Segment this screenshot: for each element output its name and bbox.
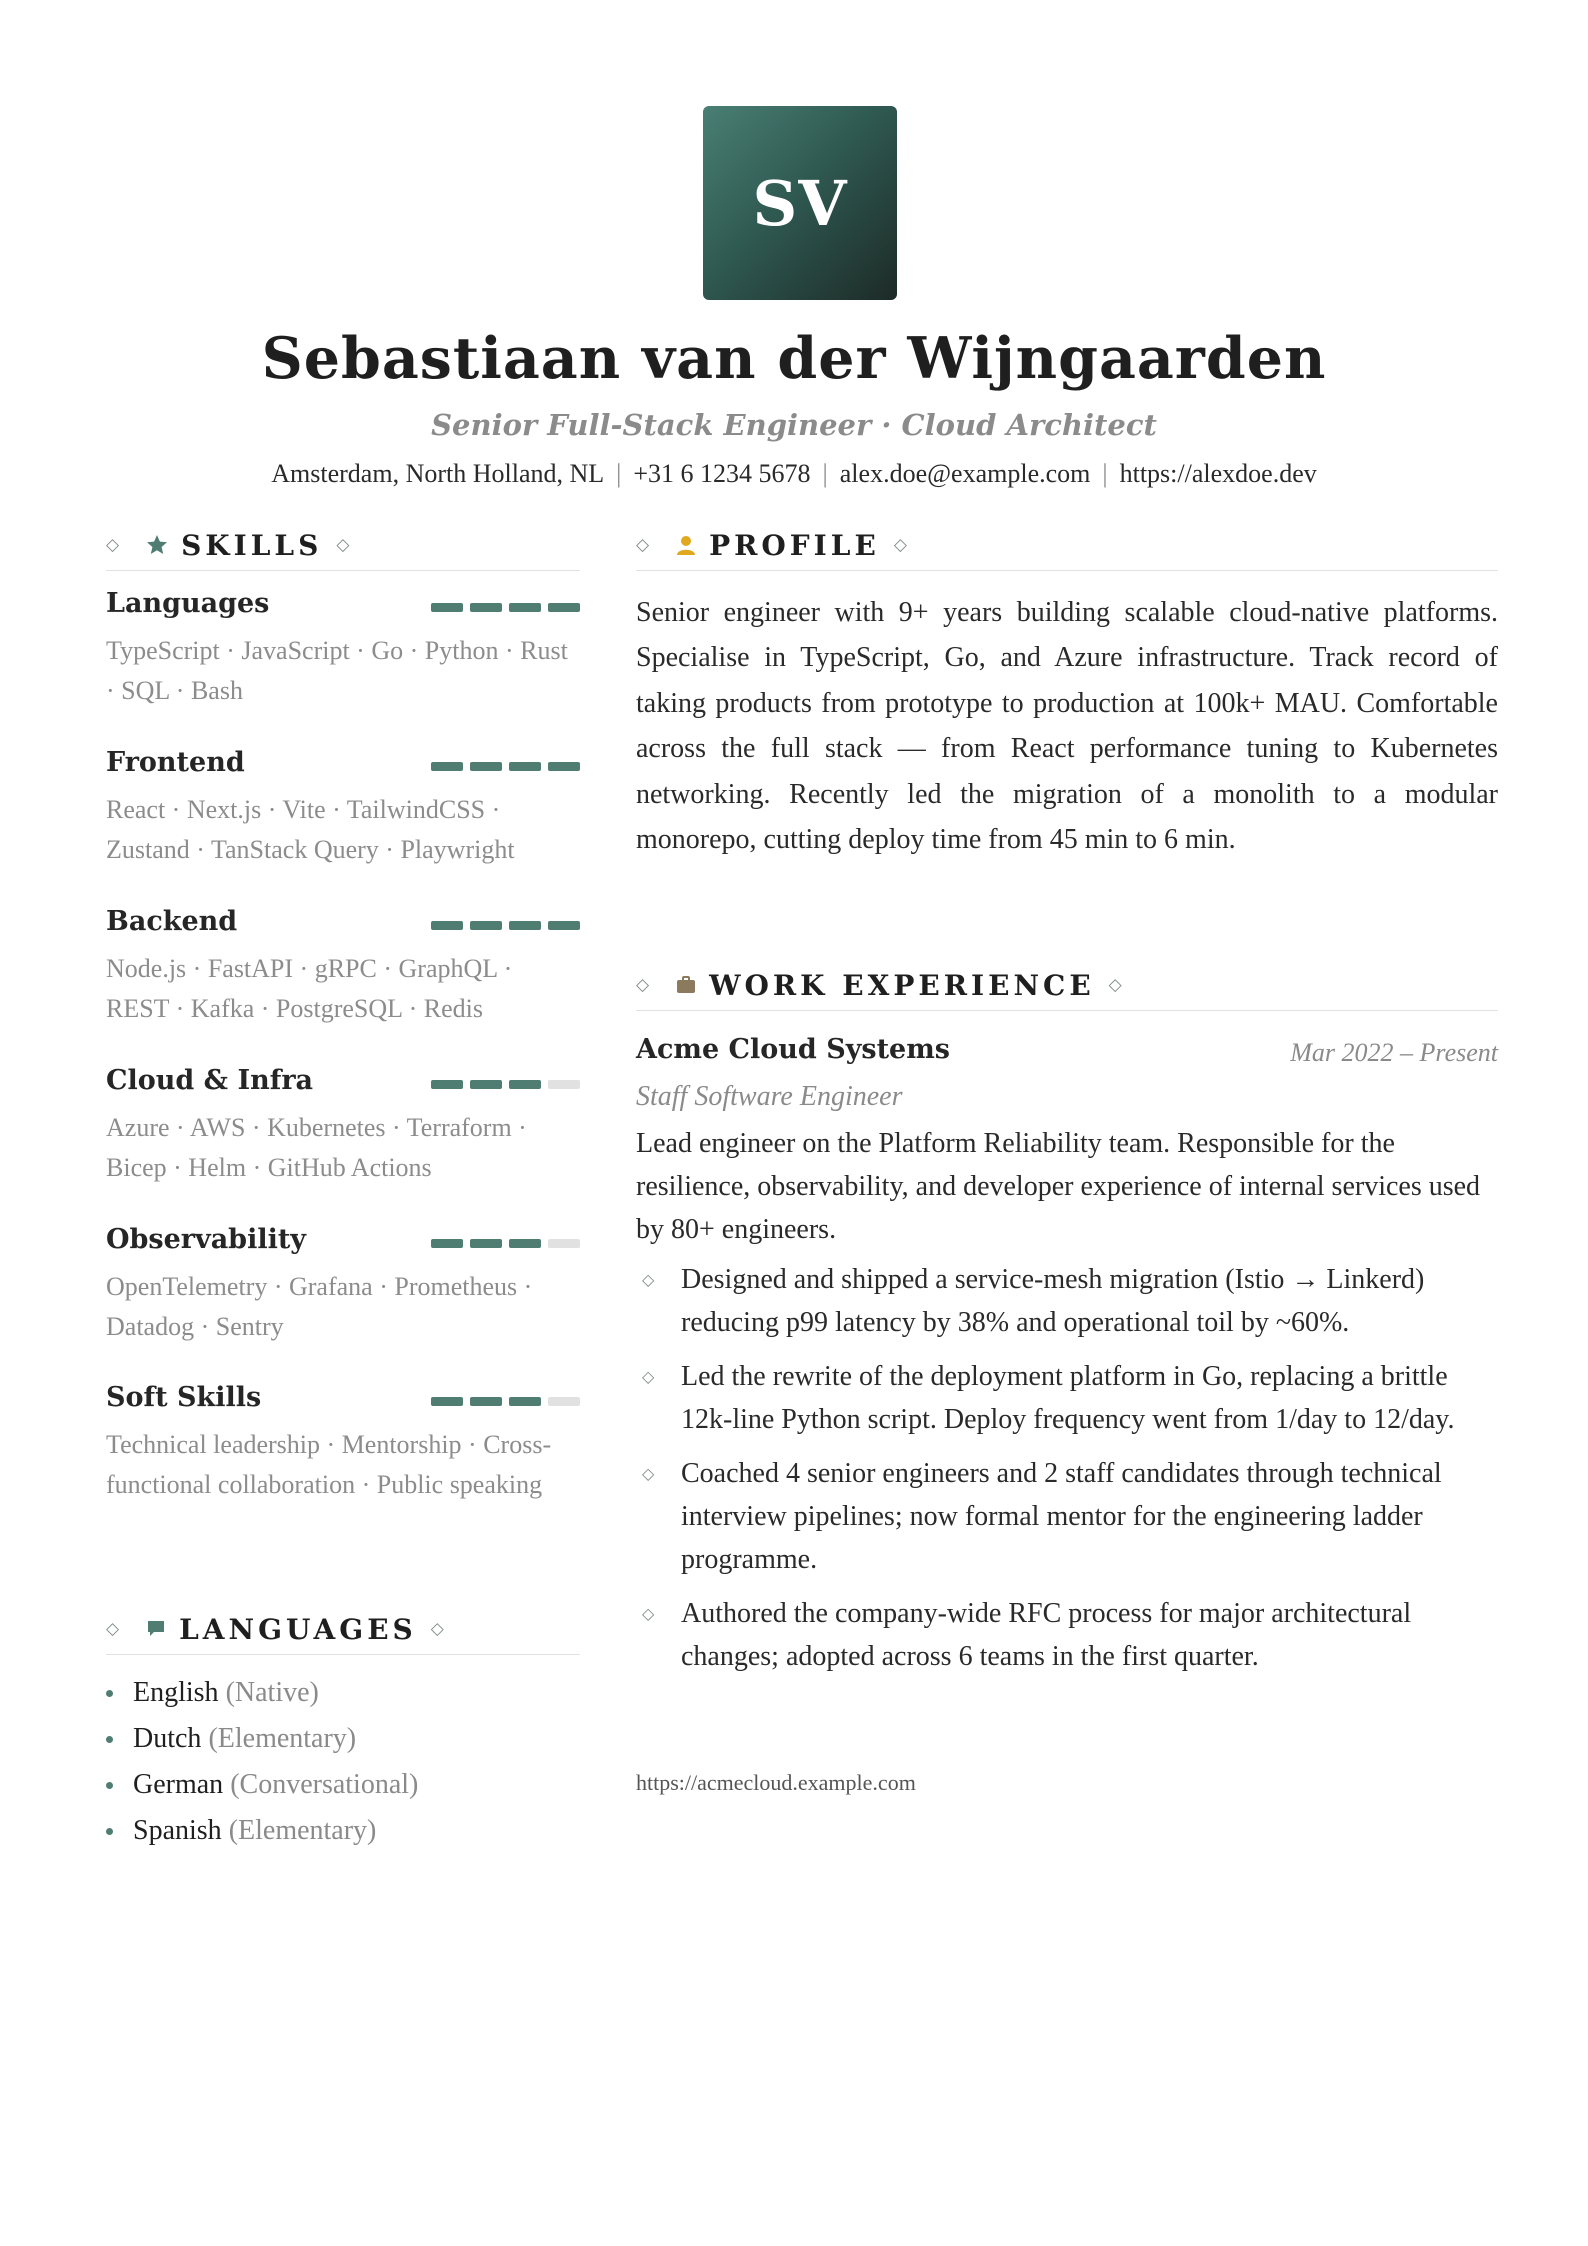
skill-level-segment <box>548 762 580 771</box>
job-achievements <box>636 1258 1498 1689</box>
skill-level-segment <box>509 1397 541 1406</box>
skill-level-segment <box>548 603 580 612</box>
languages-list <box>106 1670 418 1854</box>
skill-level-bars <box>431 762 580 771</box>
skill-level-segment <box>470 603 502 612</box>
skill-level-segment <box>470 921 502 930</box>
skill-name: Cloud & Infra <box>106 1065 314 1096</box>
achievement-item <box>636 1452 1498 1581</box>
skill-name: Frontend <box>106 747 245 778</box>
job-url-link[interactable]: https://acmecloud.example.com <box>636 1770 916 1795</box>
skill-name: Observability <box>106 1224 306 1255</box>
skill-name: Languages <box>106 588 270 619</box>
candidate-name: Sebastiaan van der Wijngaarden <box>261 325 1327 392</box>
language-item <box>106 1716 418 1762</box>
job-description: Lead engineer on the Platform Reliability team. Responsible for the resilience, observability, and developer experience of internal services used by 80+ engineers. <box>636 1128 1481 1245</box>
language-name: Dutch <box>133 1723 202 1754</box>
skill-level-segment <box>431 603 463 612</box>
contact-email[interactable]: alex.doe@example.com <box>839 459 1091 488</box>
briefcase-icon <box>675 974 697 996</box>
skill-level-segment <box>431 1080 463 1089</box>
language-level: (Conversational) <box>230 1769 419 1800</box>
job-role: Staff Software Engineer <box>636 1081 903 1112</box>
skill-group <box>106 1065 580 1188</box>
skill-items: TypeScript · JavaScript · Go · Python · Rust · SQL · Bash <box>106 636 568 705</box>
profile-section-heading <box>636 520 1498 571</box>
skill-level-segment <box>548 1080 580 1089</box>
diamond-icon: ◇ <box>1108 975 1122 995</box>
language-item <box>106 1808 418 1854</box>
skill-level-segment <box>470 1080 502 1089</box>
skill-level-segment <box>509 762 541 771</box>
skill-name: Backend <box>106 906 238 937</box>
diamond-bullet-icon: ◇ <box>642 1464 655 1483</box>
skill-level-segment <box>509 1239 541 1248</box>
skill-group <box>106 1382 580 1505</box>
avatar <box>703 106 897 300</box>
skill-level-bars <box>431 921 580 930</box>
diamond-bullet-icon: ◇ <box>642 1367 655 1386</box>
contact-location: Amsterdam, North Holland, NL <box>271 459 605 488</box>
language-level: (Elementary) <box>228 1815 377 1846</box>
skill-level-bars <box>431 1080 580 1089</box>
job-dates: Mar 2022 – Present <box>1290 1038 1498 1067</box>
skill-level-segment <box>548 1239 580 1248</box>
diamond-bullet-icon: ◇ <box>642 1270 655 1289</box>
contact-separator: | <box>616 459 622 488</box>
contact-phone[interactable]: +31 6 1234 5678 <box>633 459 811 488</box>
diamond-icon: ◇ <box>636 975 650 995</box>
skill-group <box>106 1224 580 1347</box>
skill-level-bars <box>431 1239 580 1248</box>
bullet-dot <box>106 1828 113 1835</box>
skill-items: Node.js · FastAPI · gRPC · GraphQL · REST · Kafka · PostgreSQL · Redis <box>106 954 513 1023</box>
bullet-dot <box>106 1736 113 1743</box>
language-name: Spanish <box>133 1815 222 1846</box>
skill-items: React · Next.js · Vite · TailwindCSS · Zustand · TanStack Query · Playwright <box>106 795 515 864</box>
skill-level-segment <box>470 762 502 771</box>
diamond-icon: ◇ <box>106 1619 120 1639</box>
avatar-initials: SV <box>752 166 848 240</box>
contact-separator: | <box>822 459 828 488</box>
bullet-dot <box>106 1690 113 1697</box>
skill-name: Soft Skills <box>106 1382 262 1413</box>
achievement-text: Coached 4 senior engineers and 2 staff candidates through technical interview pipelines; now formal mentor for the engineering ladder programme. <box>681 1458 1442 1575</box>
skill-level-bars <box>431 603 580 612</box>
language-level: (Native) <box>225 1677 319 1708</box>
skill-level-segment <box>431 921 463 930</box>
skill-level-segment <box>509 1080 541 1089</box>
skill-level-segment <box>431 762 463 771</box>
job-company: Acme Cloud Systems <box>636 1034 951 1065</box>
language-name: English <box>133 1677 219 1708</box>
skill-items: Technical leadership · Mentorship · Cross-functional collaboration · Public speaking <box>106 1430 552 1499</box>
speech-bubble-icon <box>145 1618 167 1640</box>
achievement-item <box>636 1592 1498 1678</box>
achievement-text: Authored the company-wide RFC process for major architectural changes; adopted across 6 teams in the first quarter. <box>681 1598 1412 1672</box>
bullet-dot <box>106 1782 113 1789</box>
contact-website[interactable]: https://alexdoe.dev <box>1119 459 1317 488</box>
contact-line <box>0 459 1588 489</box>
skill-level-segment <box>548 1397 580 1406</box>
skill-level-segment <box>548 921 580 930</box>
skill-level-segment <box>431 1239 463 1248</box>
skill-level-bars <box>431 1397 580 1406</box>
skill-group <box>106 747 580 870</box>
language-item <box>106 1670 418 1716</box>
profile-summary: Senior engineer with 9+ years building scalable cloud-native platforms. Specialise in TypeScript, Go, and Azure infrastructure. Track record of taking products from prototype to production at 100k+ MAU. Comfortable across the full stack — from React performance tuning to Kubernetes networking. Recently led the migration of a monolith to a modular monorepo, cutting deploy time from 45 min to 6 min. <box>636 597 1498 856</box>
skill-group <box>106 906 580 1029</box>
profile-title: PROFILE <box>709 528 880 562</box>
skill-items: Azure · AWS · Kubernetes · Terraform · Bicep · Helm · GitHub Actions <box>106 1113 527 1182</box>
language-item <box>106 1762 418 1808</box>
candidate-tagline: Senior Full-Stack Engineer · Cloud Architect <box>431 408 1157 442</box>
languages-section-heading <box>106 1604 580 1655</box>
skill-level-segment <box>509 921 541 930</box>
work-section-heading <box>636 960 1498 1011</box>
skill-items: OpenTelemetry · Grafana · Prometheus · Datadog · Sentry <box>106 1272 533 1341</box>
diamond-bullet-icon: ◇ <box>642 1604 655 1623</box>
skills-section-heading <box>106 520 580 571</box>
work-title: WORK EXPERIENCE <box>709 968 1095 1002</box>
language-level: (Elementary) <box>208 1723 357 1754</box>
skill-level-segment <box>509 603 541 612</box>
languages-title: LANGUAGES <box>179 1612 417 1646</box>
achievement-item <box>636 1355 1498 1441</box>
diamond-icon: ◇ <box>636 535 650 555</box>
achievement-item <box>636 1258 1498 1344</box>
language-name: German <box>133 1769 224 1800</box>
diamond-icon: ◇ <box>336 535 350 555</box>
skill-level-segment <box>470 1397 502 1406</box>
diamond-icon: ◇ <box>893 535 907 555</box>
diamond-icon: ◇ <box>430 1619 444 1639</box>
skill-level-segment <box>431 1397 463 1406</box>
achievement-text: Led the rewrite of the deployment platform in Go, replacing a brittle 12k-line Python script. Deploy frequency went from 1/day to 12/day. <box>681 1361 1455 1435</box>
skill-group <box>106 588 580 711</box>
achievement-text: Designed and shipped a service-mesh migration (Istio → Linkerd) reducing p99 latency by 38% and operational toil by ~60%. <box>681 1264 1425 1338</box>
skills-title: SKILLS <box>181 528 323 562</box>
star-icon <box>145 533 169 557</box>
skill-level-segment <box>470 1239 502 1248</box>
person-icon <box>675 534 697 556</box>
diamond-icon: ◇ <box>106 535 120 555</box>
contact-separator: | <box>1102 459 1108 488</box>
